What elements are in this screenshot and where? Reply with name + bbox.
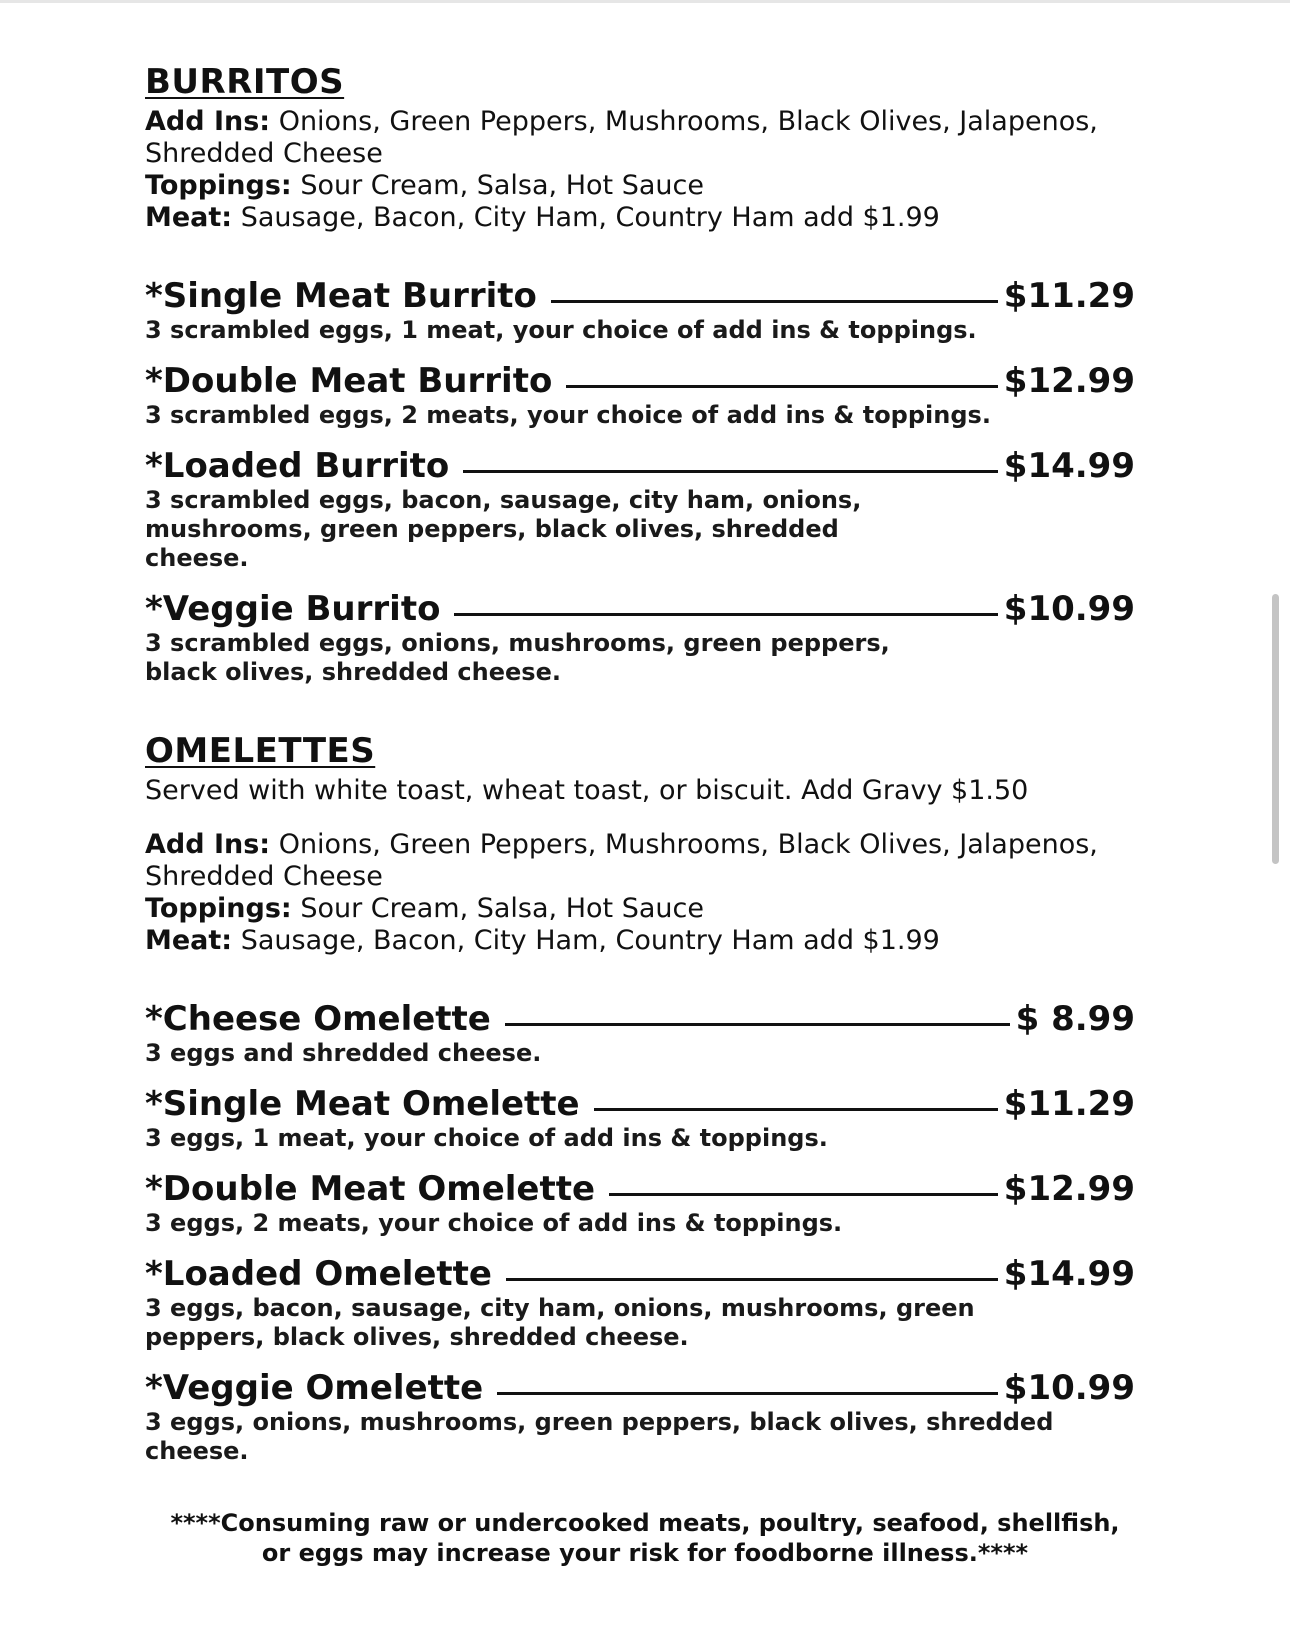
menu-item — [145, 999, 1135, 1068]
item-name: *Double Meat Omelette — [145, 1169, 596, 1209]
burritos-add-ins — [145, 106, 1135, 170]
leader-line — [505, 1023, 1010, 1026]
burritos-title: BURRITOS — [145, 62, 345, 102]
item-name: *Double Meat Burrito — [145, 361, 553, 401]
omelettes-meat — [145, 925, 1135, 957]
item-name: *Veggie Omelette — [145, 1368, 484, 1408]
item-name: *Cheese Omelette — [145, 999, 491, 1039]
item-description: 3 eggs and shredded cheese. — [145, 1039, 542, 1067]
toppings-text: Sour Cream, Salsa, Hot Sauce — [300, 170, 704, 201]
item-price: $12.99 — [1003, 361, 1135, 401]
meat-label: Meat: — [145, 202, 233, 233]
toppings-label: Toppings: — [145, 893, 292, 924]
item-description: 3 eggs, 1 meat, your choice of add ins & toppings. — [145, 1124, 828, 1152]
item-price: $14.99 — [1003, 1254, 1135, 1294]
item-description: 3 scrambled eggs, onions, mushrooms, green peppers, black olives, shredded cheese. — [145, 629, 890, 686]
menu-item — [145, 1169, 1135, 1238]
item-name: *Single Meat Burrito — [145, 276, 537, 316]
item-price: $10.99 — [1003, 589, 1135, 629]
meat-text: Sausage, Bacon, City Ham, Country Ham add $1.99 — [240, 202, 940, 233]
item-description: 3 scrambled eggs, 2 meats, your choice of add ins & toppings. — [145, 401, 991, 429]
item-name: *Veggie Burrito — [145, 589, 441, 629]
item-price: $12.99 — [1003, 1169, 1135, 1209]
item-description: 3 eggs, bacon, sausage, city ham, onions, mushrooms, green peppers, black olives, shredded cheese. — [145, 1294, 975, 1351]
item-description: 3 eggs, 2 meats, your choice of add ins & toppings. — [145, 1209, 843, 1237]
add-ins-text: Onions, Green Peppers, Mushrooms, Black Olives, Jalapenos, Shredded Cheese — [145, 829, 1098, 892]
menu-item — [145, 589, 1135, 687]
add-ins-label: Add Ins: — [145, 829, 271, 860]
leader-line — [551, 300, 998, 303]
disclaimer-line-2: or eggs may increase your risk for foodborne illness.**** — [261, 1539, 1029, 1567]
omelettes-items — [145, 999, 1135, 1466]
leader-line — [497, 1392, 998, 1395]
menu-item — [145, 1254, 1135, 1352]
leader-line — [609, 1193, 998, 1196]
item-description: 3 eggs, onions, mushrooms, green peppers, black olives, shredded cheese. — [145, 1408, 1054, 1465]
omelettes-title: OMELETTES — [145, 731, 376, 771]
top-divider — [0, 0, 1290, 3]
item-name: *Loaded Burrito — [145, 446, 450, 486]
leader-line — [463, 470, 998, 473]
item-description: 3 scrambled eggs, bacon, sausage, city ham, onions, mushrooms, green peppers, black olives, shredded cheese. — [145, 486, 862, 572]
burritos-meat — [145, 202, 1135, 234]
leader-line — [454, 613, 997, 616]
menu-item — [145, 276, 1135, 345]
scrollbar[interactable] — [1272, 594, 1279, 864]
omelettes-add-ins — [145, 829, 1135, 893]
add-ins-label: Add Ins: — [145, 106, 271, 137]
item-description: 3 scrambled eggs, 1 meat, your choice of add ins & toppings. — [145, 316, 977, 344]
omelettes-toppings — [145, 893, 1135, 925]
item-price: $11.29 — [1003, 1084, 1135, 1124]
omelettes-served-with: Served with white toast, wheat toast, or biscuit. Add Gravy $1.50 — [145, 775, 1029, 806]
item-price: $ 8.99 — [1015, 999, 1135, 1039]
burritos-section — [145, 62, 1135, 687]
menu-item — [145, 1084, 1135, 1153]
leader-line — [594, 1108, 998, 1111]
item-price: $11.29 — [1003, 276, 1135, 316]
foodborne-illness-disclaimer — [0, 1508, 1290, 1568]
item-name: *Loaded Omelette — [145, 1254, 492, 1294]
item-price: $10.99 — [1003, 1368, 1135, 1408]
leader-line — [506, 1278, 998, 1281]
disclaimer-line-1: ****Consuming raw or undercooked meats, poultry, seafood, shellfish, — [170, 1509, 1120, 1537]
burritos-items — [145, 276, 1135, 687]
add-ins-text: Onions, Green Peppers, Mushrooms, Black Olives, Jalapenos, Shredded Cheese — [145, 106, 1098, 169]
menu-item — [145, 361, 1135, 430]
burritos-toppings — [145, 170, 1135, 202]
toppings-label: Toppings: — [145, 170, 292, 201]
omelettes-section — [145, 731, 1135, 1466]
leader-line — [566, 385, 997, 388]
menu-item — [145, 1368, 1135, 1466]
menu-page — [145, 62, 1135, 1482]
meat-label: Meat: — [145, 925, 233, 956]
item-price: $14.99 — [1003, 446, 1135, 486]
item-name: *Single Meat Omelette — [145, 1084, 580, 1124]
toppings-text: Sour Cream, Salsa, Hot Sauce — [300, 893, 704, 924]
meat-text: Sausage, Bacon, City Ham, Country Ham add $1.99 — [240, 925, 940, 956]
menu-item — [145, 446, 1135, 573]
